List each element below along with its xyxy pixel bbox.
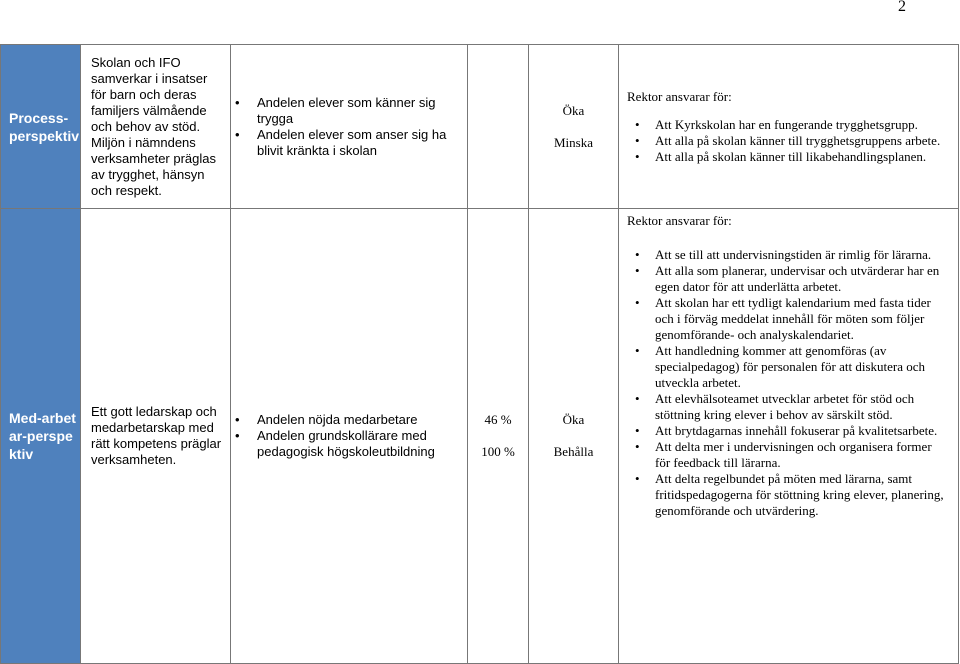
value-cell-process — [468, 45, 529, 209]
indicator-cell-process — [231, 45, 468, 209]
table-row-medarbetar — [1, 209, 959, 664]
goal-cell-medarbetar: Ett gott ledarskap och medarbetarskap med rätt kompetens präglar verksamheten. — [81, 209, 231, 664]
target-cell-process — [529, 45, 619, 209]
indicator-item: • Andelen elever som anser sig ha blivit kränkta i skolan — [231, 127, 467, 159]
responsibility-item: • Att Kyrkskolan har en fungerande trygghetsgrupp. — [627, 117, 944, 133]
responsibility-heading: Rektor ansvarar för: — [627, 88, 732, 104]
responsibility-item: • Att delta mer i undervisningen och organisera former för feedback till lärarna. — [627, 439, 944, 471]
value-cell-medarbetar — [468, 209, 529, 664]
responsibility-item: • Att delta regelbundet på möten med lärarna, samt fritidspedagogerna för stöttning kring elever, planering, genomförande och utvärdering. — [627, 471, 944, 519]
responsibility-heading: Rektor ansvarar för: — [627, 213, 732, 228]
table-row-process — [1, 45, 959, 209]
responsibility-cell-medarbetar — [619, 209, 959, 664]
responsibility-item: • Att handledning kommer att genomföras (av specialpedagog) för personalen för att diskutera och utveckla arbetet. — [627, 343, 944, 391]
current-value: 100 % — [481, 444, 515, 459]
responsibility-cell-process — [619, 45, 959, 209]
responsibility-item: • Att skolan har ett tydligt kalendarium med fasta tider och i förväg meddelat innehåll för möten som följer genomförande- och analyskalendariet. — [627, 295, 944, 343]
current-value: 46 % — [484, 412, 512, 427]
target-value: Behålla — [553, 444, 594, 459]
responsibility-item: • Att alla på skolan känner till trygghetsgruppens arbete. — [627, 133, 944, 149]
target-value: Öka — [562, 102, 585, 118]
perspective-cell-medarbetar: Med-arbetar-perspektiv — [1, 209, 81, 664]
indicator-cell-medarbetar — [231, 209, 468, 664]
target-value: Öka — [562, 412, 585, 427]
indicator-item: • Andelen nöjda medarbetare — [231, 412, 467, 428]
goal-cell-process: Skolan och IFO samverkar i insatser för barn och deras familjers välmående och behov av stöd. Miljön i nämndens verksamheter präglas av trygghet, hänsyn och respekt. — [81, 45, 231, 209]
responsibility-item: • Att brytdagarnas innehåll fokuserar på kvalitetsarbete. — [627, 423, 944, 439]
page-number: 2 — [898, 0, 906, 15]
responsibility-item: • Att alla på skolan känner till likabehandlingsplanen. — [627, 149, 944, 165]
plan-table — [0, 44, 959, 664]
perspective-cell-process: Process-perspektiv — [1, 45, 81, 209]
responsibility-item: • Att elevhälsoteamet utvecklar arbetet för stöd och stöttning kring elever i behov av särskilt stöd. — [627, 391, 944, 423]
indicator-item: • Andelen elever som känner sig trygga — [231, 95, 467, 127]
target-cell-medarbetar — [529, 209, 619, 664]
target-value: Minska — [554, 134, 593, 150]
responsibility-item: • Att se till att undervisningstiden är rimlig för lärarna. — [627, 247, 944, 263]
indicator-item: • Andelen grundskollärare med pedagogisk högskoleutbildning — [231, 428, 467, 460]
responsibility-item: • Att alla som planerar, undervisar och utvärderar har en egen dator för att underlätta arbetet. — [627, 263, 944, 295]
